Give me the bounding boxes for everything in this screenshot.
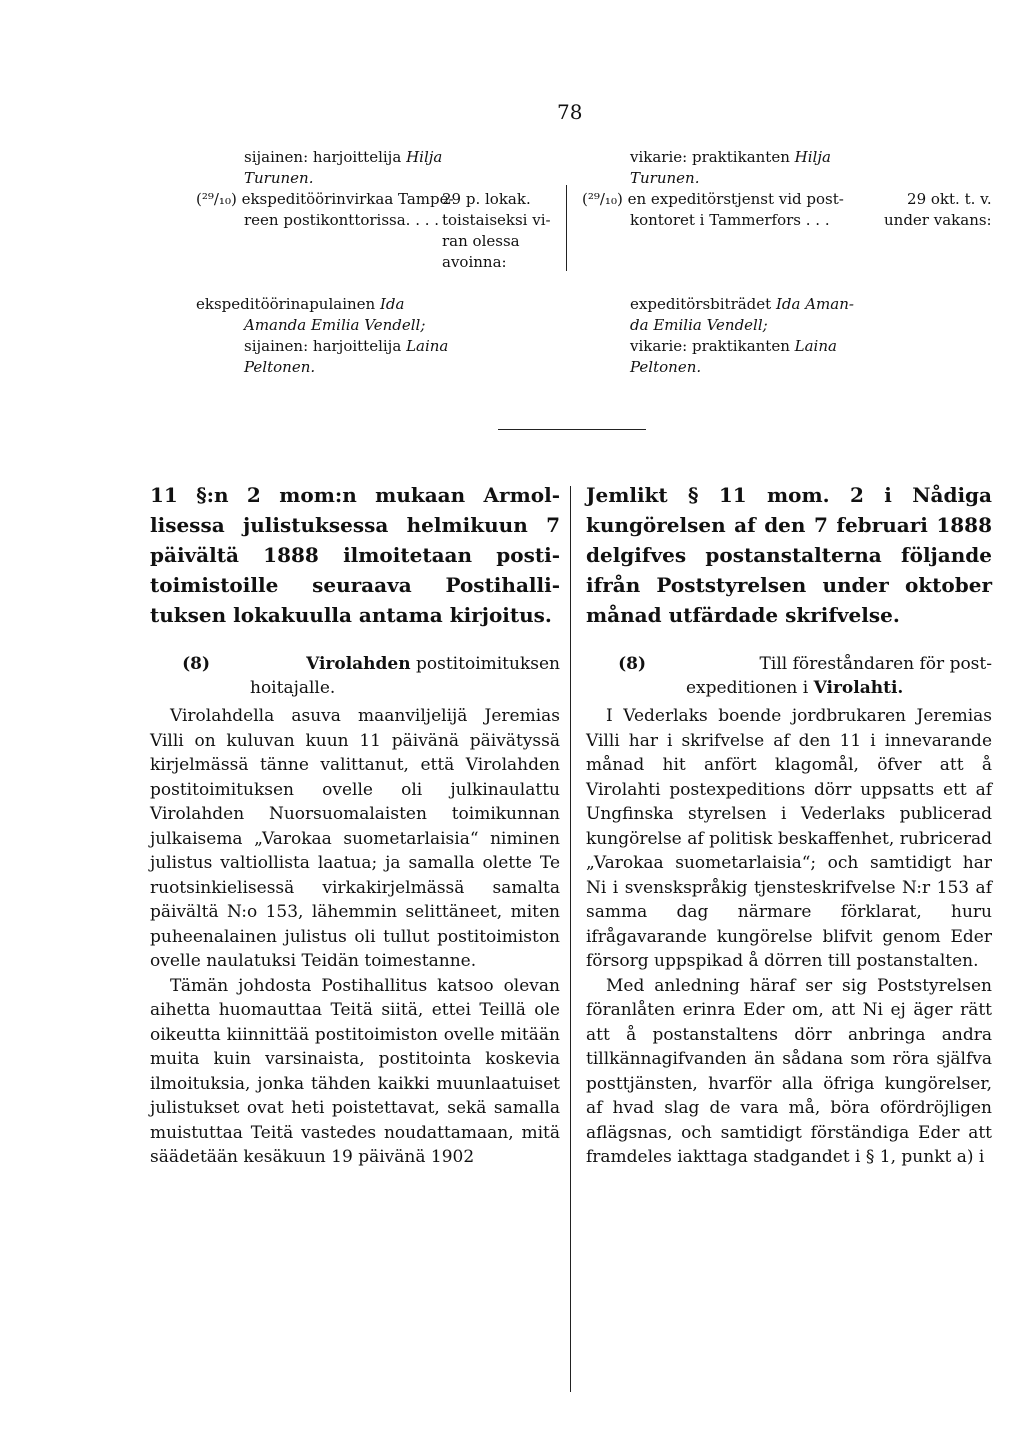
line-text: kontoret i Tammerfors . . . <box>630 211 830 229</box>
text-line <box>582 210 844 231</box>
lead-line: delgifves postanstalterna följande <box>586 543 992 567</box>
finnish-paragraph-1: Virolahdella asuva maanviljelijä Jeremias Villi on kuluvan kuun 11 päivänä päivätyssä kirjelmässä tänne valittanut, että Virolahden postitoimituksen ovelle oli julkinaulattu Virolahden Nuorsuomalaisten toimikunnan julkaisema „Varokaa suometarlaisia“ niminen julistus valtiollista laatua; ja samalla olette Te ruotsinkielisessä virkakirjelmässä samalta päivältä N:o 153, lähemmin selittäneet, miten puheenalainen julistus oli tullut postitoimiston ovelle naulatuksi Teidän toimestanne. <box>150 706 560 971</box>
line-text: (²⁹/₁₀) en expeditörstjenst vid post- <box>582 190 844 208</box>
finnish-address-line2: hoitajalle. <box>250 678 336 698</box>
text-line <box>196 147 454 168</box>
text-line <box>196 315 448 336</box>
top-left-block1 <box>196 147 454 231</box>
top-right-block2 <box>582 294 854 378</box>
text-line: 29 p. lokak. <box>442 190 531 208</box>
swedish-paragraph-2: Med anledning häraf ser sig Poststyrelsen föranlåten erinra Eder om, att Ni ej äger rätt att å postanstaltens dörr anbringa andra tillkännagifvanden än sådana som röra själfva posttjänsten, hvarför alla öfriga kungörelser, af hvad slag de vara må, böra ofördröjligen aflägsnas, och samtidigt förständiga Eder att framdeles iakttaga stadgandet i § 1, punkt a) i <box>586 975 992 1167</box>
swedish-paragraph-1: I Vederlaks boende jordbrukaren Jeremias Villi har i skrifvelse af den 11 i innevarande månad hit anfört klagomål, öfver att å Virolahti postexpeditions dörr uppsatts ett af Ungfinska styrelsen i Vederlaks publicerad kungörelse af politisk beskaffenhet, rubricerad „Varokaa suometarlaisia“; och samtidigt har Ni i svenskspråkig tjensteskrifvelse N:r 153 af samma dag närmare förklarat, huru ifrågavarande kungörelse blifvit genom Eder försorg uppspikad å dörren till postanstalten. <box>586 706 992 971</box>
lead-line: Jemlikt § 11 mom. 2 i Nådiga <box>586 483 992 507</box>
swedish-lead <box>586 480 992 630</box>
lead-line: lisessa julistuksessa helmikuun 7 <box>150 513 560 537</box>
top-right-block1 <box>582 147 844 231</box>
lead-line: kungörelsen af den 7 februari 1888 <box>586 513 992 537</box>
text-line: 29 okt. t. v. <box>907 190 992 208</box>
lead-line: toimistoille seuraava Postihalli- <box>150 573 560 597</box>
line-name: Ida Aman- <box>775 295 854 313</box>
text-line <box>196 210 454 231</box>
lead-line: tuksen lokakuulla antama kirjoitus. <box>150 603 552 627</box>
line-text: (²⁹/₁₀) ekspeditöörinvirkaa Tampe- <box>196 190 454 208</box>
text-line <box>196 357 448 378</box>
column-divider <box>570 486 571 1392</box>
line-text: ekspeditöörinapulainen <box>196 295 380 313</box>
line-name: da Emilia Vendell; <box>630 316 768 334</box>
finnish-column <box>150 480 560 1170</box>
swedish-address-place: Virolahti. <box>813 678 904 698</box>
top-left-dates <box>442 189 551 273</box>
page-number: 78 <box>557 100 583 124</box>
text-line: avoinna: <box>442 253 507 271</box>
line-text: vikarie: praktikanten <box>630 148 795 166</box>
line-name: Hilja <box>794 148 831 166</box>
lead-line: 11 §:n 2 mom:n mukaan Armol- <box>150 483 560 507</box>
finnish-letter-number: (8) <box>182 654 210 674</box>
text-line: ran olessa <box>442 232 520 250</box>
text-line <box>582 336 854 357</box>
line-text: expeditörsbiträdet <box>630 295 776 313</box>
text-line <box>582 168 844 189</box>
swedish-address <box>586 652 992 700</box>
line-name: Peltonen. <box>630 358 702 376</box>
lead-line: ifrån Poststyrelsen under oktober <box>586 573 992 597</box>
finnish-address <box>150 652 560 700</box>
section-rule <box>498 429 646 430</box>
top-column-divider <box>566 185 567 271</box>
swedish-column <box>586 480 992 1170</box>
text-line: toistaiseksi vi- <box>442 211 551 229</box>
text-line <box>582 294 854 315</box>
line-text: sijainen: harjoittelija <box>244 337 407 355</box>
line-name: Amanda Emilia Vendell; <box>244 316 426 334</box>
finnish-body <box>150 704 560 1170</box>
line-name: Hilja <box>406 148 443 166</box>
text-line <box>196 168 454 189</box>
text-line <box>582 315 854 336</box>
line-name: Laina <box>406 337 449 355</box>
finnish-address-rest: postitoimituksen <box>410 654 560 674</box>
text-line <box>582 189 844 210</box>
text-line <box>582 147 844 168</box>
text-line <box>196 336 448 357</box>
top-right-dates <box>884 189 992 231</box>
text-line: under vakans: <box>884 211 992 229</box>
finnish-paragraph-2: Tämän johdosta Postihallitus katsoo olevan aihetta huomauttaa Teitä siitä, ettei Teillä ole oikeutta kiinnittää postitoimiston ovelle mitään muita kuin varsinaista, postitointa koskevia ilmoituksia, jonka tähden kaikki muunlaatuiset julistukset ovat heti poistettavat, sekä samalla muistuttaa Teitä vastedes noudattamaan, mitä säädetään kesäkuun 19 päivänä 1902 <box>150 975 560 1167</box>
line-text: sijainen: harjoittelija <box>244 148 407 166</box>
line-name: Turunen. <box>244 169 314 187</box>
text-line <box>196 189 454 210</box>
line-name: Laina <box>794 337 837 355</box>
line-name: Turunen. <box>630 169 700 187</box>
swedish-address-line1: Till föreståndaren för post- <box>759 654 992 674</box>
swedish-address-prefix: expeditionen i <box>686 678 814 698</box>
swedish-body <box>586 704 992 1170</box>
line-name: Peltonen. <box>244 358 316 376</box>
line-text: vikarie: praktikanten <box>630 337 795 355</box>
finnish-address-place: Virolahden <box>306 654 411 674</box>
top-left-block2 <box>196 294 448 378</box>
finnish-lead <box>150 480 560 630</box>
swedish-letter-number: (8) <box>618 654 646 674</box>
line-name: Ida <box>379 295 405 313</box>
text-line <box>582 357 854 378</box>
text-line <box>196 294 448 315</box>
lead-line: päivältä 1888 ilmoitetaan posti- <box>150 543 560 567</box>
line-text: reen postikonttorissa. . . . <box>244 211 440 229</box>
lead-line: månad utfärdade skrifvelse. <box>586 603 900 627</box>
